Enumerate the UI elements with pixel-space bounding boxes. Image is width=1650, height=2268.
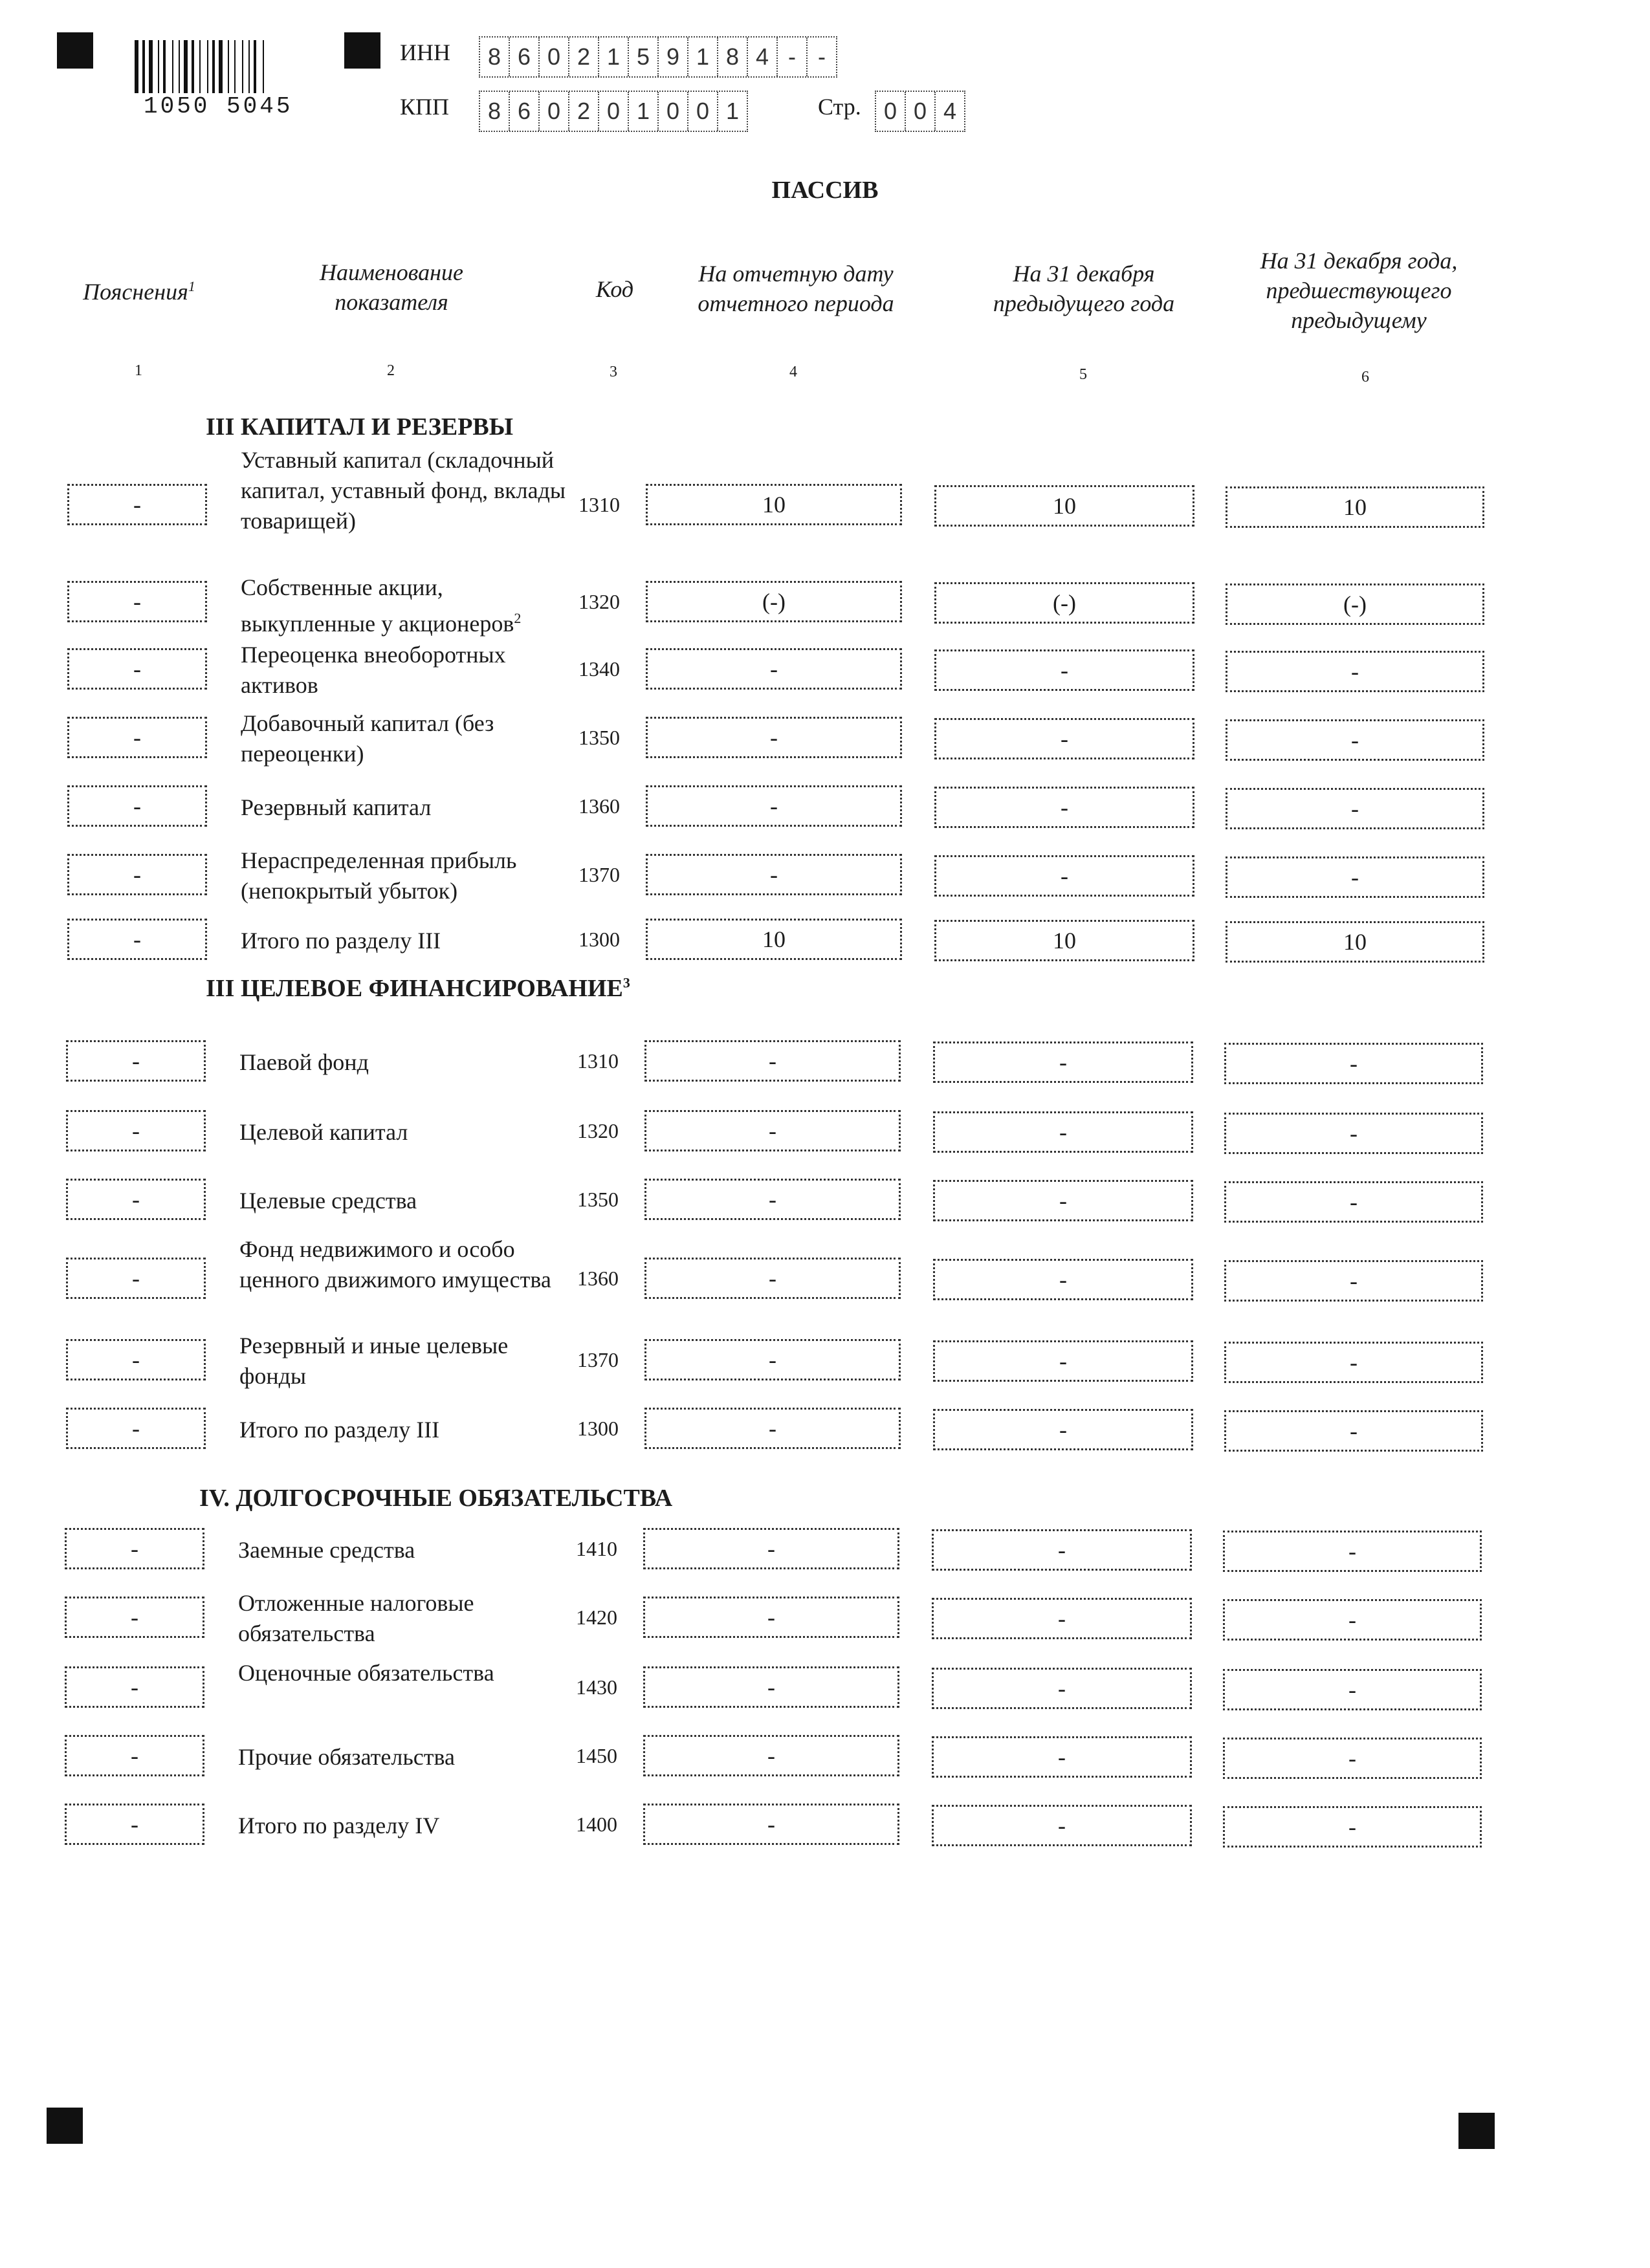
kpp-cell-5[interactable]: 0 bbox=[599, 92, 629, 131]
corner-marker-bottom-left bbox=[47, 2108, 83, 2144]
explanation-field[interactable]: - bbox=[67, 581, 207, 622]
indicator-name bbox=[238, 1535, 575, 1565]
indicator-name-text: Отложенные налоговые обязательства bbox=[238, 1590, 474, 1646]
line-code: 1350 bbox=[577, 1188, 619, 1211]
barcode-number: 1050 5045 bbox=[144, 93, 293, 120]
explanation-field[interactable]: - bbox=[67, 648, 207, 690]
value-current-period[interactable]: - bbox=[646, 648, 902, 690]
value-year-before-previous[interactable]: - bbox=[1224, 1113, 1483, 1154]
kpp-cells bbox=[479, 91, 748, 132]
value-previous-year[interactable]: - bbox=[933, 1259, 1193, 1300]
column-header-explanations bbox=[65, 272, 214, 307]
value-current-period[interactable]: - bbox=[643, 1666, 899, 1708]
explanation-field[interactable]: - bbox=[67, 854, 207, 895]
value-year-before-previous[interactable]: - bbox=[1224, 1342, 1483, 1383]
explanation-field[interactable]: - bbox=[65, 1528, 204, 1569]
explanation-field[interactable]: - bbox=[65, 1804, 204, 1845]
value-year-before-previous[interactable]: - bbox=[1223, 1806, 1482, 1848]
indicator-name-text: Оценочные обязательства bbox=[238, 1660, 494, 1686]
value-current-period[interactable]: - bbox=[643, 1528, 899, 1569]
column-header-current-period: На отчетную дату отчетного периода bbox=[698, 261, 894, 316]
indicator-name bbox=[241, 640, 577, 701]
explanation-field[interactable]: - bbox=[66, 1408, 206, 1449]
value-previous-year[interactable]: - bbox=[933, 1180, 1193, 1221]
indicator-name bbox=[239, 1186, 576, 1216]
indicator-name bbox=[241, 792, 577, 823]
value-previous-year[interactable]: 10 bbox=[934, 485, 1194, 527]
indicator-name bbox=[239, 1415, 576, 1445]
kpp-cell-4[interactable]: 2 bbox=[569, 92, 599, 131]
indicator-name-text: Итого по разделу III bbox=[239, 1416, 440, 1443]
value-previous-year[interactable]: - bbox=[932, 1529, 1192, 1571]
page-number-cells bbox=[875, 91, 965, 132]
line-code: 1300 bbox=[577, 1417, 619, 1440]
inn-cell-10[interactable]: 4 bbox=[748, 38, 778, 76]
column-header-explanations-sup: 1 bbox=[188, 278, 195, 294]
value-previous-year[interactable]: - bbox=[934, 718, 1194, 759]
line-code: 1400 bbox=[576, 1813, 617, 1836]
value-year-before-previous[interactable]: - bbox=[1224, 1043, 1483, 1084]
value-previous-year[interactable]: - bbox=[933, 1111, 1193, 1153]
inn-cell-7[interactable]: 9 bbox=[659, 38, 688, 76]
indicator-name-text: Заемные средства bbox=[238, 1536, 415, 1563]
line-code: 1310 bbox=[577, 1049, 619, 1073]
value-current-period[interactable]: - bbox=[644, 1110, 901, 1151]
corner-marker-top-left bbox=[57, 32, 93, 69]
column-header-indicator: Наименование показателя bbox=[319, 259, 464, 315]
value-current-period[interactable]: 10 bbox=[646, 484, 902, 525]
barcode bbox=[133, 40, 300, 120]
indicator-name bbox=[241, 845, 577, 906]
value-previous-year[interactable]: 10 bbox=[934, 920, 1194, 961]
value-current-period[interactable]: - bbox=[646, 854, 902, 895]
kpp-cell-7[interactable]: 0 bbox=[659, 92, 688, 131]
column-header-code: Код bbox=[595, 276, 634, 302]
value-year-before-previous[interactable]: - bbox=[1224, 1410, 1483, 1452]
line-code: 1410 bbox=[576, 1537, 617, 1560]
value-year-before-previous[interactable]: - bbox=[1223, 1669, 1482, 1710]
corner-marker-bottom-right bbox=[1458, 2113, 1495, 2149]
column-number-3: 3 bbox=[610, 364, 617, 380]
value-previous-year[interactable]: - bbox=[933, 1340, 1193, 1382]
value-previous-year[interactable]: - bbox=[932, 1598, 1192, 1639]
line-code: 1360 bbox=[578, 794, 620, 818]
inn-cell-11[interactable]: - bbox=[778, 38, 808, 76]
value-previous-year[interactable]: (-) bbox=[934, 582, 1194, 624]
column-number-5: 5 bbox=[1079, 366, 1087, 383]
value-previous-year[interactable]: - bbox=[933, 1041, 1193, 1083]
page-cell-3[interactable]: 4 bbox=[943, 98, 957, 124]
line-code: 1340 bbox=[578, 657, 620, 681]
explanation-field[interactable]: - bbox=[67, 717, 207, 758]
explanation-field[interactable]: - bbox=[66, 1110, 206, 1151]
inn-cell-4[interactable]: 2 bbox=[569, 38, 599, 76]
column-header-explanations-text: Пояснения bbox=[83, 279, 188, 305]
value-current-period[interactable]: - bbox=[644, 1258, 901, 1299]
value-year-before-previous[interactable]: 10 bbox=[1226, 921, 1484, 963]
inn-cell-8[interactable]: 1 bbox=[688, 38, 718, 76]
value-current-period[interactable]: - bbox=[644, 1339, 901, 1380]
explanation-field[interactable]: - bbox=[65, 1666, 204, 1708]
value-previous-year[interactable]: - bbox=[932, 1805, 1192, 1846]
value-year-before-previous[interactable]: - bbox=[1223, 1738, 1482, 1779]
value-current-period[interactable]: - bbox=[644, 1179, 901, 1220]
column-header-year-before-previous: На 31 декабря года, предшествующего предыдущему bbox=[1260, 248, 1458, 333]
explanation-field[interactable]: - bbox=[66, 1339, 206, 1380]
column-number-6: 6 bbox=[1361, 369, 1369, 386]
indicator-name-text: Целевой капитал bbox=[239, 1118, 408, 1145]
column-number-4: 4 bbox=[789, 364, 797, 380]
explanation-field[interactable]: - bbox=[65, 1597, 204, 1638]
kpp-cell-6[interactable]: 1 bbox=[629, 92, 659, 131]
page-cell-2[interactable]: 0 bbox=[906, 92, 936, 131]
inn-cell-6[interactable]: 5 bbox=[629, 38, 659, 76]
section-title-text: IV. ДОЛГОСРОЧНЫЕ ОБЯЗАТЕЛЬСТВА bbox=[199, 1485, 673, 1512]
indicator-name bbox=[241, 572, 577, 639]
line-code: 1420 bbox=[576, 1606, 617, 1629]
line-code: 1320 bbox=[577, 1119, 619, 1142]
page-title: ПАССИВ bbox=[771, 177, 879, 204]
indicator-name-text: Добавочный капитал (без переоценки) bbox=[241, 710, 494, 767]
section-title-3 bbox=[199, 1484, 672, 1512]
indicator-name bbox=[241, 708, 577, 769]
value-previous-year[interactable]: - bbox=[933, 1409, 1193, 1450]
line-code: 1300 bbox=[578, 928, 620, 951]
indicator-name-text: Переоценка внеоборотных активов bbox=[241, 642, 506, 698]
section-title-footnote: 3 bbox=[622, 974, 630, 991]
value-year-before-previous[interactable]: - bbox=[1224, 1260, 1483, 1302]
inn-cell-2[interactable]: 6 bbox=[510, 38, 540, 76]
inn-cell-12[interactable]: - bbox=[818, 43, 826, 70]
value-previous-year[interactable]: - bbox=[934, 787, 1194, 828]
indicator-name bbox=[239, 1117, 576, 1148]
page-cell-1[interactable]: 0 bbox=[876, 92, 906, 131]
explanation-field[interactable]: - bbox=[67, 484, 207, 525]
value-year-before-previous[interactable]: - bbox=[1226, 856, 1484, 898]
value-previous-year[interactable]: - bbox=[934, 855, 1194, 897]
barcode-bars bbox=[133, 40, 300, 93]
line-code: 1430 bbox=[576, 1675, 617, 1699]
indicator-name-text: Собственные акции, выкупленные у акционеров bbox=[241, 574, 514, 637]
value-current-period[interactable]: - bbox=[643, 1597, 899, 1638]
line-code: 1310 bbox=[578, 493, 620, 516]
kpp-cell-9[interactable]: 1 bbox=[725, 98, 740, 124]
explanation-field[interactable]: - bbox=[65, 1735, 204, 1776]
value-year-before-previous[interactable]: 10 bbox=[1226, 486, 1484, 528]
value-current-period[interactable]: 10 bbox=[646, 919, 902, 960]
line-code: 1450 bbox=[576, 1744, 617, 1767]
value-current-period[interactable]: - bbox=[644, 1040, 901, 1082]
explanation-field[interactable]: - bbox=[67, 785, 207, 827]
indicator-name-text: Фонд недвижимого и особо ценного движимого имущества bbox=[239, 1236, 551, 1292]
indicator-name-text: Итого по разделу III bbox=[241, 927, 441, 954]
explanation-field[interactable]: - bbox=[66, 1040, 206, 1082]
indicator-name bbox=[239, 1331, 576, 1391]
column-number-2: 2 bbox=[387, 362, 395, 379]
indicator-name-text: Итого по разделу IV bbox=[238, 1812, 440, 1838]
indicator-name bbox=[238, 1811, 575, 1841]
indicator-name-text: Резервный капитал bbox=[241, 794, 432, 820]
kpp-cell-3[interactable]: 0 bbox=[540, 92, 569, 131]
corner-marker-header bbox=[344, 32, 380, 69]
section-title-1 bbox=[206, 413, 513, 441]
page-label: Стр. bbox=[818, 94, 861, 120]
value-previous-year[interactable]: - bbox=[932, 1668, 1192, 1709]
explanation-field[interactable]: - bbox=[66, 1179, 206, 1220]
indicator-name bbox=[241, 926, 577, 956]
column-header-previous-year: На 31 декабря предыдущего года bbox=[993, 261, 1175, 316]
value-year-before-previous[interactable]: - bbox=[1223, 1599, 1482, 1641]
value-current-period[interactable]: - bbox=[643, 1735, 899, 1776]
kpp-cell-2[interactable]: 6 bbox=[510, 92, 540, 131]
indicator-name bbox=[241, 445, 577, 536]
indicator-name-text: Паевой фонд bbox=[239, 1049, 369, 1075]
line-code: 1370 bbox=[577, 1348, 619, 1371]
kpp-cell-1[interactable]: 8 bbox=[480, 92, 510, 131]
inn-cell-3[interactable]: 0 bbox=[540, 38, 569, 76]
section-title-text: III КАПИТАЛ И РЕЗЕРВЫ bbox=[206, 413, 514, 441]
value-previous-year[interactable]: - bbox=[932, 1736, 1192, 1778]
indicator-name bbox=[239, 1047, 576, 1078]
indicator-name-text: Резервный и иные целевые фонды bbox=[239, 1333, 509, 1389]
kpp-label: КПП bbox=[400, 94, 450, 120]
inn-label: ИНН bbox=[400, 39, 450, 65]
value-current-period[interactable]: - bbox=[646, 717, 902, 758]
column-number-1: 1 bbox=[135, 362, 142, 379]
indicator-name-text: Нераспределенная прибыль (непокрытый убыток) bbox=[241, 847, 517, 904]
kpp-cell-8[interactable]: 0 bbox=[688, 92, 718, 131]
value-year-before-previous[interactable]: - bbox=[1224, 1181, 1483, 1223]
indicator-name-text: Целевые средства bbox=[239, 1187, 417, 1214]
line-code: 1370 bbox=[578, 863, 620, 886]
value-current-period[interactable]: - bbox=[644, 1408, 901, 1449]
line-code: 1350 bbox=[578, 726, 620, 749]
value-current-period[interactable]: - bbox=[646, 785, 902, 827]
value-year-before-previous[interactable]: - bbox=[1226, 788, 1484, 829]
indicator-name-text: Прочие обязательства bbox=[238, 1743, 455, 1770]
value-year-before-previous[interactable]: (-) bbox=[1226, 583, 1484, 625]
value-current-period[interactable]: (-) bbox=[646, 581, 902, 622]
explanation-field[interactable]: - bbox=[67, 919, 207, 960]
section-title-2 bbox=[206, 974, 630, 1003]
indicator-name bbox=[239, 1234, 576, 1295]
indicator-name-text: Уставный капитал (складочный капитал, уставный фонд, вклады товарищей) bbox=[241, 447, 566, 534]
value-previous-year[interactable]: - bbox=[934, 649, 1194, 691]
line-code: 1320 bbox=[578, 590, 620, 613]
inn-cell-1[interactable]: 8 bbox=[480, 38, 510, 76]
indicator-name bbox=[238, 1742, 575, 1772]
inn-cell-5[interactable]: 1 bbox=[599, 38, 629, 76]
value-year-before-previous[interactable]: - bbox=[1226, 651, 1484, 692]
section-title-text: III ЦЕЛЕВОЕ ФИНАНСИРОВАНИЕ bbox=[206, 975, 623, 1002]
indicator-name bbox=[238, 1588, 575, 1649]
inn-cell-9[interactable]: 8 bbox=[718, 38, 748, 76]
value-year-before-previous[interactable]: - bbox=[1223, 1531, 1482, 1572]
inn-cells bbox=[479, 36, 837, 78]
value-current-period[interactable]: - bbox=[643, 1804, 899, 1845]
explanation-field[interactable]: - bbox=[66, 1258, 206, 1299]
line-code: 1360 bbox=[577, 1267, 619, 1290]
value-year-before-previous[interactable]: - bbox=[1226, 719, 1484, 761]
indicator-footnote: 2 bbox=[514, 610, 522, 626]
indicator-name bbox=[238, 1658, 575, 1688]
